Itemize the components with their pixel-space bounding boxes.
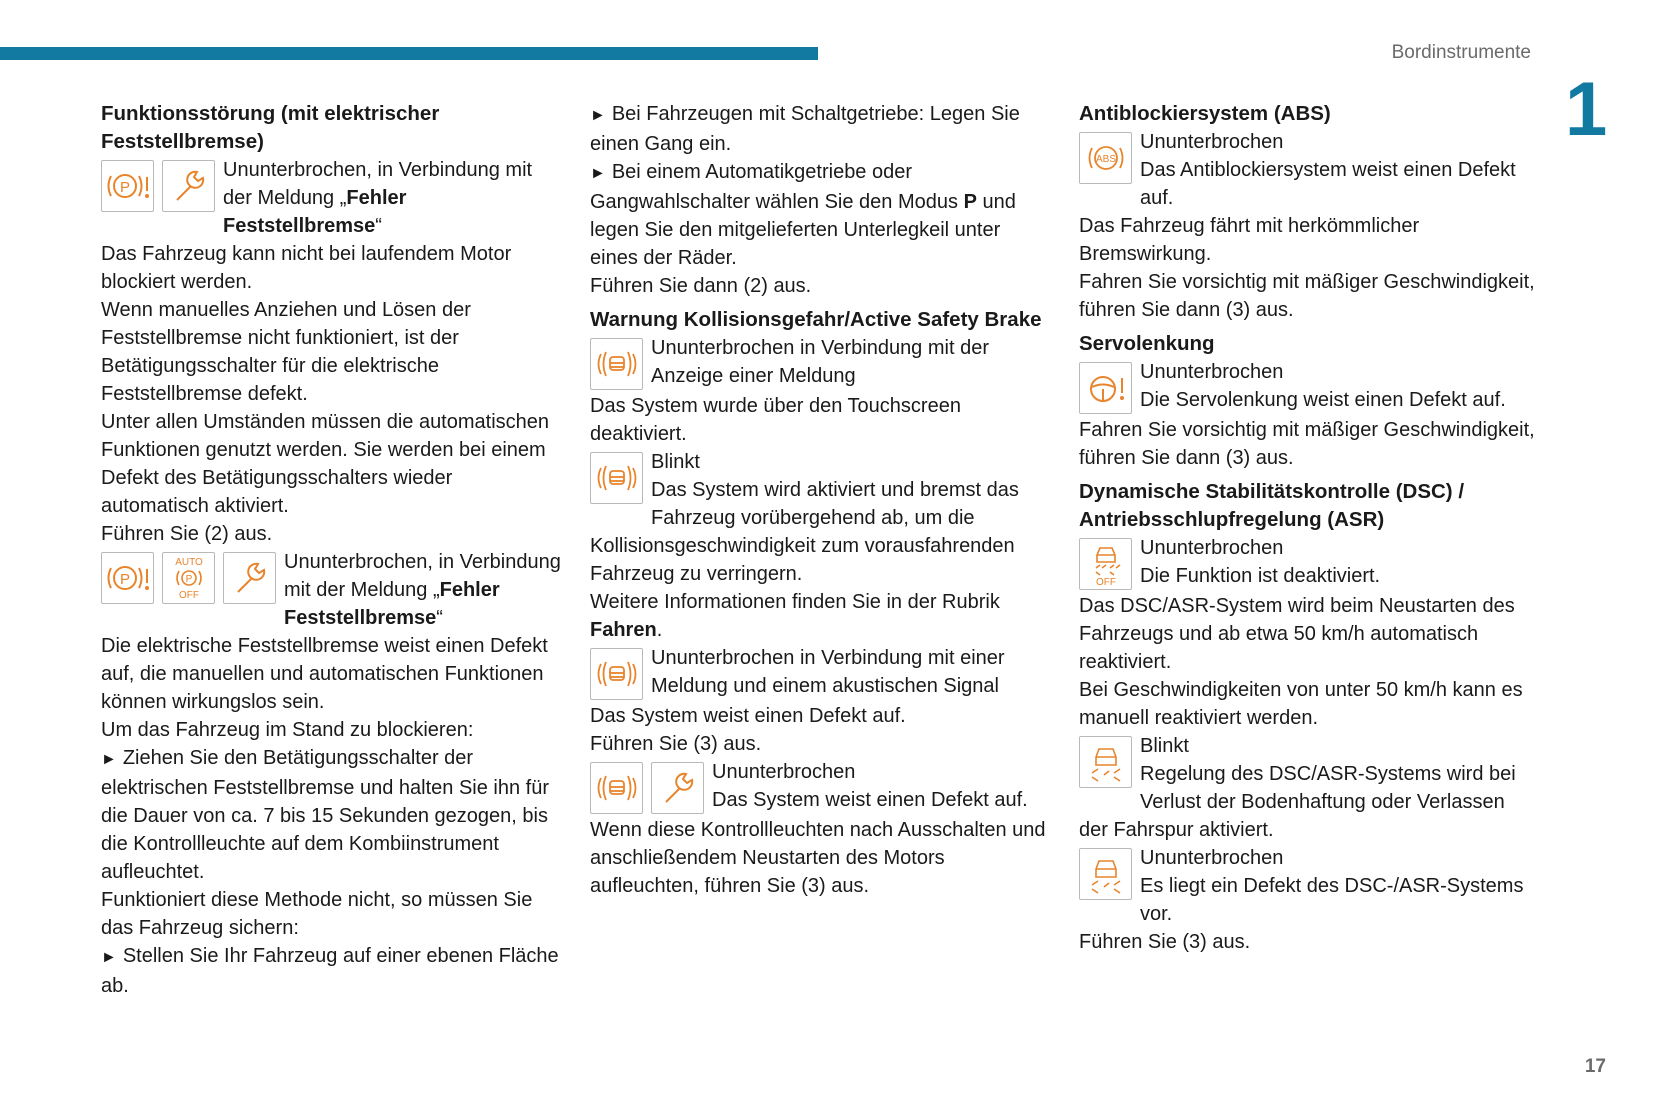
icon-group <box>590 762 704 814</box>
paragraph: Führen Sie (3) aus. <box>1079 931 1251 953</box>
bullet-arrow-icon: ► <box>101 751 117 768</box>
quote-end: “ <box>436 607 443 629</box>
status-text: Die Servolenkung weist einen Defekt auf. <box>1140 389 1506 411</box>
bullet-text: Stellen Sie Ihr Fahrzeug auf einer ebenen Fläche ab. <box>101 945 559 997</box>
heading-parking-brake-fault: Funktionsstörung (mit elektrischer Feststellbremse) <box>101 102 440 153</box>
paragraph: Führen Sie (3) aus. <box>590 733 762 755</box>
svg-text:P: P <box>119 571 130 588</box>
icon-group <box>101 552 276 604</box>
bullet-arrow-icon: ► <box>590 165 606 182</box>
bullet-text: und legen Sie den mitgelieferten Unterlegkeil unter eines der Räder. <box>590 191 1016 269</box>
page-number: 17 <box>1584 1056 1606 1077</box>
paragraph: Das System wurde über den Touchscreen deaktiviert. <box>590 395 961 445</box>
bullet-arrow-icon: ► <box>101 949 117 966</box>
paragraph: Das System weist einen Defekt auf. <box>590 705 906 727</box>
status-title: Ununterbrochen <box>1140 537 1284 559</box>
collision-warning-icon <box>590 762 643 814</box>
icon-group <box>1079 736 1132 788</box>
bullet-item <box>590 100 1050 158</box>
wrench-icon <box>162 160 215 212</box>
paragraph: Das Fahrzeug kann nicht bei laufendem Motor blockiert werden. <box>101 243 512 293</box>
paragraph: Das Fahrzeug fährt mit herkömmlicher Bremswirkung. <box>1079 215 1420 265</box>
bullet-text: Bei Fahrzeugen mit Schaltgetriebe: Legen Sie einen Gang ein. <box>590 103 1020 155</box>
icon-group <box>1079 848 1132 900</box>
header-accent-bar <box>0 47 818 60</box>
status-text: Das Antiblockiersystem weist einen Defekt auf. <box>1140 159 1516 209</box>
section-title: Bordinstrumente <box>1391 42 1531 63</box>
bullet-item <box>101 744 561 886</box>
column-1 <box>101 100 561 1000</box>
heading-power-steering: Servolenkung <box>1079 332 1215 355</box>
status-text: Das System weist einen Defekt auf. <box>712 789 1028 811</box>
icon-group <box>1079 362 1132 414</box>
paragraph <box>590 588 1050 644</box>
status-title: Blinkt <box>1140 735 1189 757</box>
heading-abs: Antiblockiersystem (ABS) <box>1079 102 1331 125</box>
dsc-skid-icon <box>1079 736 1132 788</box>
paragraph: Führen Sie dann (2) aus. <box>590 275 812 297</box>
icon-group <box>590 338 643 390</box>
dsc-skid-icon <box>1079 848 1132 900</box>
paragraph: Funktioniert diese Methode nicht, so müssen Sie das Fahrzeug sichern: <box>101 889 533 939</box>
message-text: Fehler Feststellbremse <box>223 187 407 237</box>
bullet-item <box>101 942 561 1000</box>
chapter-number: 1 <box>1565 67 1608 152</box>
paragraph-text: Weitere Informationen finden Sie in der Rubrik <box>590 591 1000 613</box>
paragraph: Führen Sie (2) aus. <box>101 523 273 545</box>
dsc-off-icon <box>1079 538 1132 590</box>
status-text: Regelung des DSC/ASR-Systems wird bei Verlust der Bodenhaftung oder Verlassen der Fahrspur aktiviert. <box>1079 763 1516 841</box>
parking-brake-warning-icon <box>101 552 154 604</box>
icon-group <box>1079 132 1132 184</box>
paragraph: Das DSC/ASR-System wird beim Neustarten des Fahrzeugs und ab etwa 50 km/h automatisch reaktiviert. <box>1079 595 1515 673</box>
collision-warning-icon <box>590 648 643 700</box>
bullet-item <box>590 158 1050 272</box>
off-label: OFF <box>178 590 199 601</box>
rubric-name: Fahren <box>590 619 657 641</box>
heading-collision-warning: Warnung Kollisionsgefahr/Active Safety Brake <box>590 308 1042 331</box>
column-2 <box>590 100 1050 900</box>
status-title: Ununterbrochen <box>712 761 856 783</box>
status-title: Ununterbrochen <box>1140 131 1284 153</box>
parking-brake-warning-icon <box>101 160 154 212</box>
svg-text:P: P <box>119 179 130 196</box>
status-text: Das System wird aktiviert und bremst das Fahrzeug vorübergehend ab, um die Kollisionsgeschwindigkeit zum vorausfahrenden Fahrzeug zu verringern. <box>590 479 1019 585</box>
status-title: Blinkt <box>651 451 700 473</box>
bullet-text: Bei einem Automatikgetriebe oder Gangwahlschalter wählen Sie den Modus <box>590 161 964 213</box>
quote-end: “ <box>375 215 382 237</box>
message-text: Fehler Feststellbremse <box>284 579 500 629</box>
paragraph: Fahren Sie vorsichtig mit mäßiger Geschwindigkeit, führen Sie dann (3) aus. <box>1079 419 1535 469</box>
abs-label: ABS <box>1095 154 1116 165</box>
status-text: Ununterbrochen, in Verbindung mit der Meldung „ <box>284 551 561 601</box>
heading-dsc-asr: Dynamische Stabilitätskontrolle (DSC) / Antriebsschlupfregelung (ASR) <box>1079 480 1465 531</box>
auto-label: AUTO <box>174 557 203 568</box>
paragraph: Wenn diese Kontrollleuchten nach Ausschalten und anschließendem Neustarten des Motors aufleuchten, führen Sie (3) aus. <box>590 819 1046 897</box>
icon-group <box>1079 538 1132 590</box>
abs-warning-icon <box>1079 132 1132 184</box>
off-label: OFF <box>1095 577 1116 587</box>
svg-text:P: P <box>185 574 192 585</box>
status-text: Die Funktion ist deaktiviert. <box>1140 565 1381 587</box>
mode-p-text: P <box>963 191 977 213</box>
paragraph: Um das Fahrzeug im Stand zu blockieren: <box>101 719 474 741</box>
paragraph: Wenn manuelles Anziehen und Lösen der Feststellbremse nicht funktioniert, ist der Betätigungsschalter für die elektrische Feststellbremse defekt. <box>101 299 471 405</box>
steering-wheel-warning-icon <box>1079 362 1132 414</box>
paragraph: Fahren Sie vorsichtig mit mäßiger Geschwindigkeit, führen Sie dann (3) aus. <box>1079 271 1535 321</box>
auto-parking-brake-off-icon <box>162 552 215 604</box>
paragraph-text: . <box>656 619 663 641</box>
status-text: Ununterbrochen, in Verbindung mit der Meldung „ <box>223 159 533 209</box>
collision-warning-icon <box>590 338 643 390</box>
paragraph: Die elektrische Feststellbremse weist einen Defekt auf, die manuellen und automatischen Funktionen können wirkungslos sein. <box>101 635 548 713</box>
status-text: Es liegt ein Defekt des DSC-/ASR-Systems vor. <box>1140 875 1524 925</box>
bullet-text: Ziehen Sie den Betätigungsschalter der elektrischen Feststellbremse und halten Sie ihn für die Dauer von ca. 7 bis 15 Sekunden gezogen, bis die Kontrollleuchte auf dem Kombiinstrument aufleuchtet. <box>101 747 550 883</box>
icon-group <box>590 648 643 700</box>
bullet-arrow-icon: ► <box>590 107 606 124</box>
icon-group <box>590 452 643 504</box>
status-text: Ununterbrochen in Verbindung mit der Anzeige einer Meldung <box>651 337 989 387</box>
status-title: Ununterbrochen <box>1140 847 1284 869</box>
wrench-icon <box>223 552 276 604</box>
column-3 <box>1079 100 1539 956</box>
wrench-icon <box>651 762 704 814</box>
collision-warning-icon <box>590 452 643 504</box>
paragraph: Unter allen Umständen müssen die automatischen Funktionen genutzt werden. Sie werden bei einem Defekt des Betätigungsschalters wieder automatisch aktiviert. <box>101 411 550 517</box>
status-text: Ununterbrochen in Verbindung mit einer Meldung und einem akustischen Signal <box>651 647 1005 697</box>
status-title: Ununterbrochen <box>1140 361 1284 383</box>
paragraph: Bei Geschwindigkeiten von unter 50 km/h kann es manuell reaktiviert werden. <box>1079 679 1523 729</box>
icon-group <box>101 160 215 212</box>
